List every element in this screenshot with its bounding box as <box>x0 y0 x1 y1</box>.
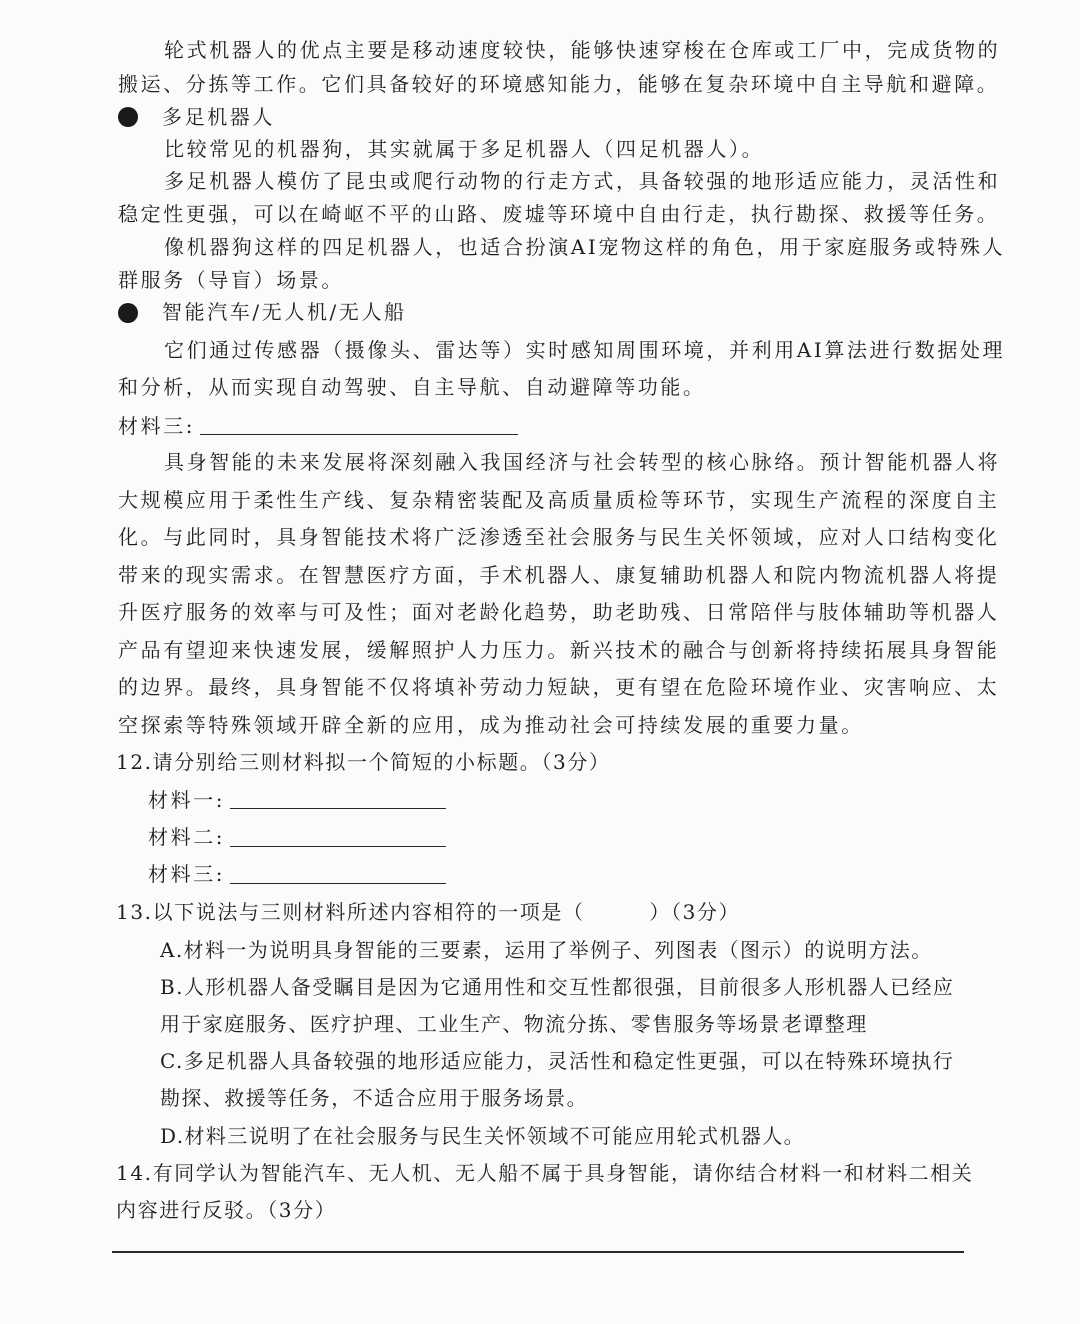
legged-robot-heading: 多足机器人 <box>162 105 275 129</box>
q13-option-b-line-1: B.人形机器人备受瞩目是因为它通用性和交互性都很强，目前很多人形机器人已经应 <box>160 975 955 999</box>
material-3-line: 具身智能的未来发展将深刻融入我国经济与社会转型的核心脉络。预计智能机器人将 <box>164 450 1001 474</box>
material-3-line: 化。与此同时，具身智能技术将广泛渗透至社会服务与民生关怀领域，应对人口结构变化 <box>118 525 1000 549</box>
wheeled-robot-text-line-1: 轮式机器人的优点主要是移动速度较快，能够快速穿梭在仓库或工厂中，完成货物的 <box>164 38 1001 62</box>
q13-option-d: D.材料三说明了在社会服务与民生关怀领域不可能应用轮式机器人。 <box>160 1124 806 1148</box>
q12-material-1-label: 材料一: <box>148 788 226 812</box>
material-3-line: 的边界。最终，具身智能不仅将填补劳动力短缺，更有望在危险环境作业、灾害响应、太 <box>118 675 1000 699</box>
legged-robot-text-3-line-2: 群服务（导盲）场景。 <box>118 268 344 292</box>
q12-material-3-label: 材料三: <box>148 862 226 886</box>
wheeled-robot-text-line-2: 搬运、分拣等工作。它们具备较好的环境感知能力，能够在复杂环境中自主导航和避障。 <box>118 72 1000 96</box>
q12-material-2-label: 材料二: <box>148 825 226 849</box>
q13-option-c-line-1: C.多足机器人具备较强的地形适应能力，灵活性和稳定性更强，可以在特殊环境执行 <box>160 1049 955 1073</box>
question-14-stem-line-1: 14.有同学认为智能汽车、无人机、无人船不属于具身智能，请你结合材料一和材料二相关 <box>116 1161 974 1185</box>
question-13-stem: 13.以下说法与三则材料所述内容相符的一项是（ ）（3分） <box>116 900 741 924</box>
q14-answer-line[interactable] <box>112 1251 964 1253</box>
material-3-line: 大规模应用于柔性生产线、复杂精密装配及高质量质检等环节，实现生产流程的深度自主 <box>118 488 1000 512</box>
vehicles-heading: 智能汽车/无人机/无人船 <box>162 300 407 324</box>
vehicles-text-line-2: 和分析，从而实现自动驾驶、自主导航、自动避障等功能。 <box>118 375 706 399</box>
q12-material-1-answer-blank[interactable] <box>230 808 446 809</box>
legged-robot-text-1: 比较常见的机器狗，其实就属于多足机器人（四足机器人）。 <box>164 137 765 161</box>
question-14-stem-line-2: 内容进行反驳。（3分） <box>116 1198 337 1222</box>
legged-robot-text-2-line-2: 稳定性更强，可以在崎岖不平的山路、废墟等环境中自由行走，执行勘探、救援等任务。 <box>118 202 1000 226</box>
q12-material-3-answer-blank[interactable] <box>230 883 446 884</box>
legged-robot-text-2-line-1: 多足机器人模仿了昆虫或爬行动物的行走方式，具备较强的地形适应能力，灵活性和 <box>164 169 1001 193</box>
q13-option-b-line-2: 用于家庭服务、医疗护理、工业生产、物流分拣、零售服务等场景 <box>160 1012 781 1036</box>
material-3-line: 产品有望迎来快速发展，缓解照护人力压力。新兴技术的融合与创新将持续拓展具身智能 <box>118 638 1000 662</box>
q12-material-2-answer-blank[interactable] <box>230 846 446 847</box>
material-3-line: 带来的现实需求。在智慧医疗方面，手术机器人、康复辅助机器人和院内物流机器人将提 <box>118 563 1000 587</box>
vehicles-text-line-1: 它们通过传感器（摄像头、雷达等）实时感知周围环境，并利用AI算法进行数据处理 <box>164 338 1006 362</box>
material-3-line: 升医疗服务的效率与可及性；面对老龄化趋势，助老助残、日常陪伴与肢体辅助等机器人 <box>118 600 1000 624</box>
material-3-line: 空探索等特殊领域开辟全新的应用，成为推动社会可持续发展的重要力量。 <box>118 713 864 737</box>
material-3-label: 材料三: <box>118 414 196 438</box>
legged-robot-text-3-line-1: 像机器狗这样的四足机器人，也适合扮演AI宠物这样的角色，用于家庭服务或特殊人 <box>164 235 1006 259</box>
q13-option-a: A.材料一为说明具身智能的三要素，运用了举例子、列图表（图示）的说明方法。 <box>160 938 933 962</box>
q13-option-c-line-2: 勘探、救援等任务，不适合应用于服务场景。 <box>160 1086 588 1110</box>
bullet-dot-icon <box>118 303 138 323</box>
question-12-stem: 12.请分别给三则材料拟一个简短的小标题。（3分） <box>116 750 611 774</box>
material-3-title-blank[interactable] <box>200 434 518 435</box>
watermark-text: 老谭整理 <box>782 1012 868 1036</box>
bullet-dot-icon <box>118 107 138 127</box>
